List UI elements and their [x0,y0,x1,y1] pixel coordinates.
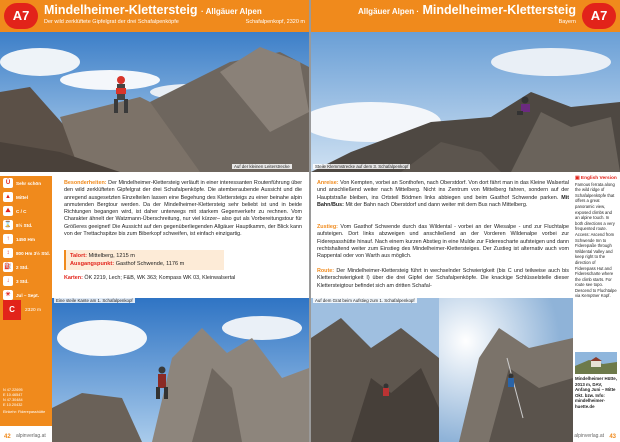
fact-elevation: ↑ 1450 Hm [0,232,52,246]
page-number: 43 [609,434,616,440]
photo-climber-ridge [0,32,309,172]
fact-total-time: ⌛ 8½ Std. [4,222,33,228]
region-text: Allgäuer Alpen · [357,7,419,16]
hut-photo [575,352,617,374]
grade-badge: C [3,300,21,320]
left-page [0,0,309,442]
english-heading: ▣ English Version [575,176,617,181]
info-box: Talort: Mittelberg, 1215 m Ausgangspunkt: Gasthof Schwende, 1176 m [64,250,224,270]
difficulty-icon: ▲ [3,192,13,202]
right-page [311,0,620,442]
route-text: Route: Der Mindelheimer-Klettersteig führt in wechselnder Schwierigkeit (bis C und teilweise auch bis Kletterschwierigkeit I) über die drei Gipfel der Schafalpenköpfe. Die knackige Schlüsselstelle dieser Klettersteigtour befindet sich am dritten Schafal- [317,268,570,289]
grade-altitude: 2320 m [25,307,41,313]
fact-difficulty: ▲ Mittel [0,190,52,204]
gps-note: Einkehr: Fiderepasshütte [3,410,46,414]
gps-coordinates: N 47.22695 E 10.46547 N 47.30484 E 10.20432 Einkehr: Fiderepasshütte [3,388,49,415]
ferrata-icon: ↕ [3,248,13,258]
route-facts-sidebar [0,176,52,426]
descent-icon: ↓ [3,276,13,286]
photo-caption-bottom: Eine steile Kante am 1. Schafalpenkopf [56,298,133,303]
sun-icon: ☀ [3,290,13,300]
route-badge: A7 [4,3,38,29]
footer-url: alpinverlag.at [574,433,604,439]
region-text: · Allgäuer Alpen [201,7,262,16]
english-version: ▣ English Version Famous ferrata along the wild ridge of Schafalpenköpfe that offers a great panoramic view, exposed climbs and an alpine touch. In both directions a very frequented route. Access: Ascend from Schwende Inn to Fiderepaße through Wildental Valley and keep right to the direction of Fiderepass Hut and Fiderescharte where the climb starts. For route see topo. Descend to Fluchtalpe via Kemptner Kopf. [575,176,617,299]
description-text: Besonderheiten: Der Mindelheimer-Klettersteig verläuft in einer interessanten Routenführung über den wild zerklüfteten Gipfelgrat der drei Schafalpenköpfe. Die atemberaubende Aussicht und die anregend ausgesetzten Einzelteilen lassen eine Begehung des Klettersteigs zu einer beinahe alpin anmutenden Bergtour werden. Da der Mindelheimer-Klettersteig sehr beliebt ist und in beide Richtungen begangen wird, ist daher unterwegs mit starkem Gegenverkehr zu rechnen. Vom Charakter ähnelt der Watzmann-Überschreitung, nur viel kürzer– also gut als Vorbereitungstour für Größeres geeignet! Die Aussicht auf den gegenüberliegenden Allgäuer Hauptkamm, der Blick kann von der Trettachspitze bis zum Biberkopf schweifen, ist einfach einzigartig. [64,180,303,238]
fact-season: ☀ Jul – Sept. [0,288,52,302]
photo-steep-edge [52,298,309,442]
fact-descent: ↓ 3 Std. [0,274,52,288]
fact-rating: Ü Sehr schön [0,176,52,190]
route-title-right [358,3,576,17]
route-title [44,3,262,17]
access-text: Anreise: Von Kempten, vorbei an Sonthofen, nach Oberstdorf. Von dort fährt man in das Kleine Walsertal und anschließend weiter nach Mittelberg. Nicht ins Zentrum von Mittelberg fahren, sondern auf der Hauptstraße bleiben, ins Ortsteil Bödmen links abbiegen und beim Gasthof Schwende parken. Mit Bahn/Bus: Mit der Bahn nach Oberstdorf und dann weiter mit dem Bus nach Mittelberg. [317,180,569,208]
route-subtitle: Der wild zerklüftete Gipfelgrat der drei Schafalpenköpfe [44,19,179,25]
grade-box [0,302,52,318]
mountain-icon: ⛰ [3,206,13,216]
hut-caption: Mindelheimer Hütte, 2013 m, DAV, Anfang Juni – Mitte Okt. bzw. Info: mindelheimer-huette.de [575,376,617,409]
summit-label: Schafalpenkopf, 2320 m [245,19,305,25]
hourglass-icon: ⌛ [4,222,12,228]
photo-ridge-ascent [311,298,439,442]
footer-url: alpinverlag.at [16,433,46,439]
fact-grade: ⛰ C / C [0,204,52,218]
star-icon: Ü [3,178,13,188]
page-number: 42 [4,434,11,440]
photo-caption-top-right: Steile Klemmstrecke auf dem 3. Schafalpenkopf [315,164,409,169]
fact-approach: ⛽ 2 Std. [4,264,29,270]
ascent-icon: ↑ [3,234,13,244]
photo-caption-bottom-right: Auf dem Grat beim Aufstieg zum 1. Schafalpenkopf [315,298,415,303]
country-label: Bayern [558,19,576,25]
approach-icon: ⛽ [4,264,12,270]
photo-clamp-section [311,32,620,172]
title-text: Mindelheimer-Klettersteig [422,3,576,17]
photo-ladder-climb [439,298,573,442]
photo-caption-top: Auf der kleinen Leiterstrecke [234,164,290,169]
approach-text: Zustieg: Vom Gasthof Schwende durch das Wildental - vorbei an der Wiesalpe - und zur Fluchtalpe aufsteigen. Dort links abzweigen und anschließend an der Vorderen Wildenalpe vorbei zur Fiderepasshütte hinauf. Nach einem kurzen Abstieg in eine Mulde zur Fiderescharte aufsteigen und dann rechtshaltend weiter zum Einstieg des Mindelheimer-Klettersteiges. Der Zustieg ist alternativ auch vom Rappental oder von Warth aus möglich. [317,224,569,260]
left-header [0,0,309,32]
route-badge: A7 [582,3,616,29]
maps-text: Karten: ÖK 2219, Lech; F&B, WK 363; Kompass WK 03, Kleinwalsertal [64,275,236,281]
fact-ferrata: ↕ 800 Hm 3½ Std. [0,246,52,260]
title-text: Mindelheimer-Klettersteig [44,3,198,17]
right-header [311,0,620,32]
